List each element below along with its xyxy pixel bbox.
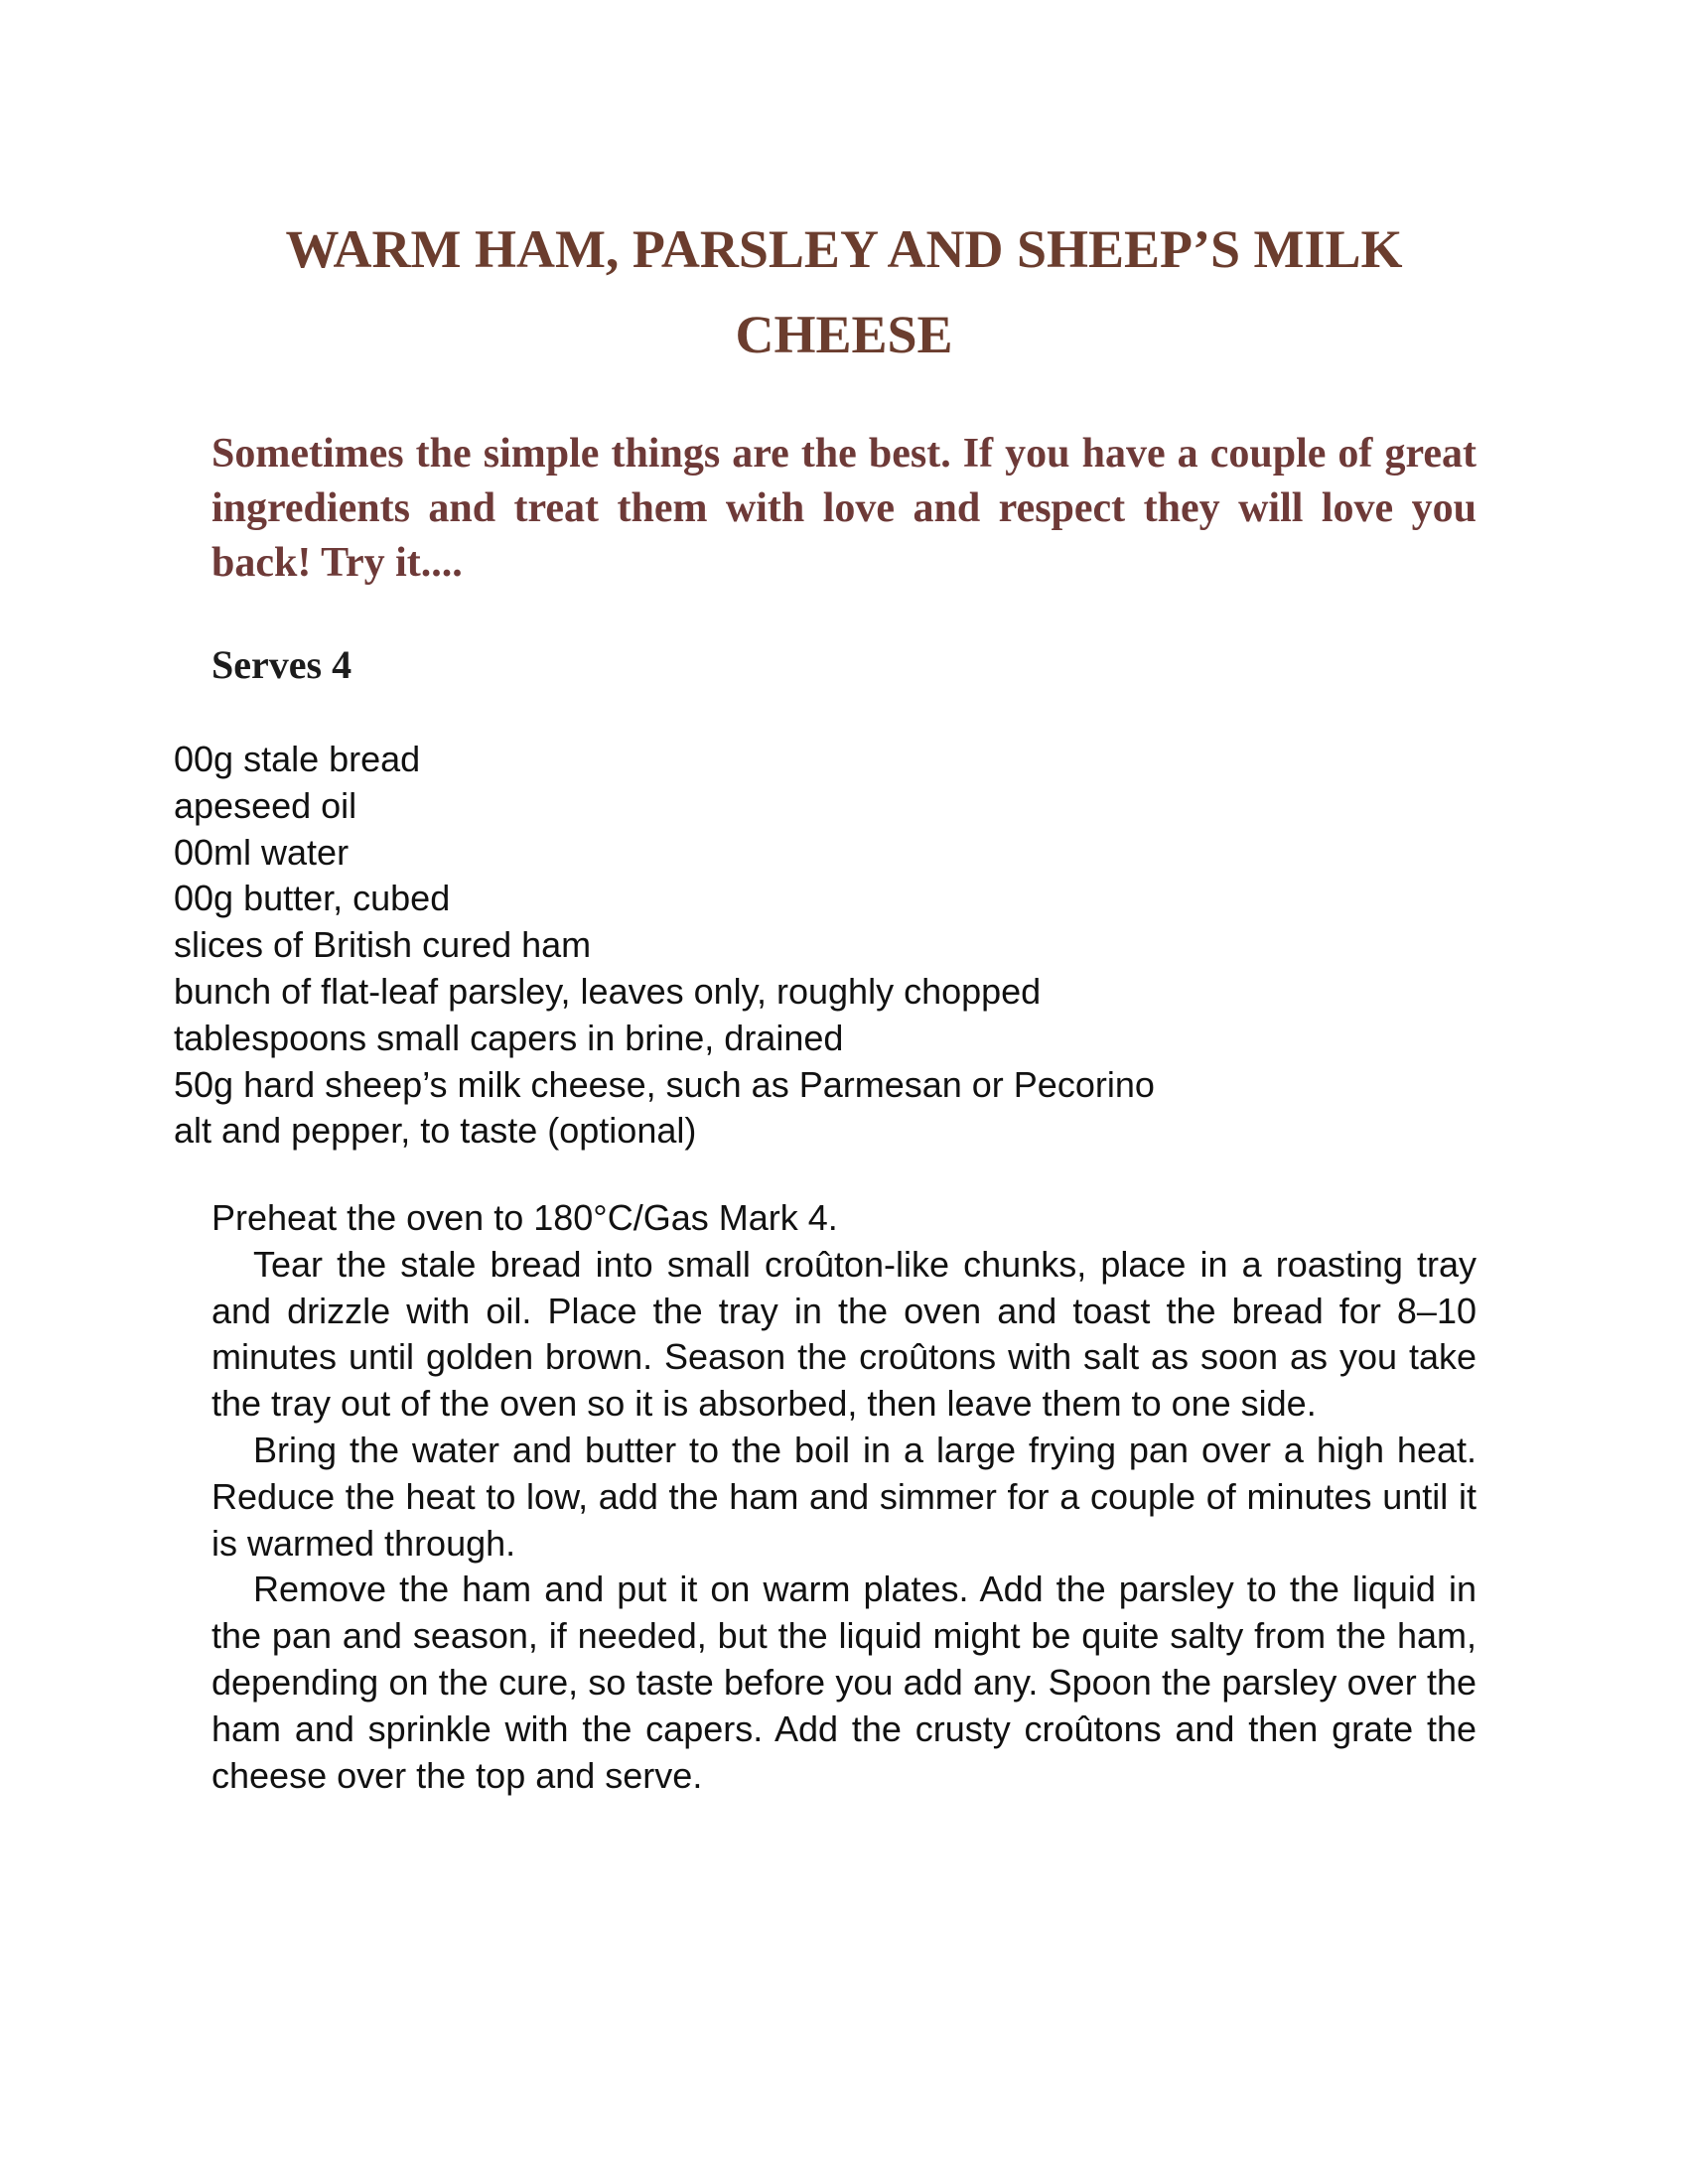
method-step: Remove the ham and put it on warm plates. Add the parsley to the liquid in the pan and season, if needed, but the liquid might be quite salty from the ham, depending on the cure, so taste before you add any. Spoon the parsley over the ham and sprinkle with the capers. Add the crusty croûtons and then grate the cheese over the top and serve. <box>211 1569 1477 1796</box>
ingredient-item: 00ml water <box>174 831 350 873</box>
recipe-intro: Sometimes the simple things are the best. If you have a couple of great ingredients and treat them with love and respect they will love you back! Try it.... <box>211 431 1477 586</box>
ingredient-item: 00g stale bread <box>174 739 421 779</box>
ingredients-list <box>174 737 1155 1155</box>
ingredient-item: apeseed oil <box>174 784 357 826</box>
ingredient-item: 00g butter, cubed <box>174 878 451 919</box>
method-step: Preheat the oven to 180°C/Gas Mark 4. <box>211 1197 838 1238</box>
method-step: Bring the water and butter to the boil in a large frying pan over a high heat. Reduce the heat to low, add the ham and simmer for a couple of minutes until it is warmed through. <box>211 1429 1477 1564</box>
ingredient-item: 50g hard sheep’s milk cheese, such as Parmesan or Pecorino <box>174 1063 1155 1105</box>
ingredients-section <box>174 737 1490 1163</box>
ingredient-item: bunch of flat-leaf parsley, leaves only, roughly chopped <box>174 970 1042 1012</box>
method-step: Tear the stale bread into small croûton-like chunks, place in a roasting tray and drizzle with oil. Place the tray in the oven and toast the bread for 8–10 minutes until golden brown. Season the croûtons with salt as soon as you take the tray out of the oven so it is absorbed, then leave them to one side. <box>211 1243 1477 1425</box>
serves-count: Serves 4 <box>211 642 352 687</box>
method-section <box>211 1195 1477 1799</box>
ingredient-item: alt and pepper, to taste (optional) <box>174 1110 697 1152</box>
recipe-title: WARM HAM, PARSLEY AND SHEEP’S MILK CHEESE <box>285 219 1403 364</box>
ingredient-item: tablespoons small capers in brine, drained <box>174 1017 844 1058</box>
ingredient-item: slices of British cured ham <box>174 924 592 966</box>
